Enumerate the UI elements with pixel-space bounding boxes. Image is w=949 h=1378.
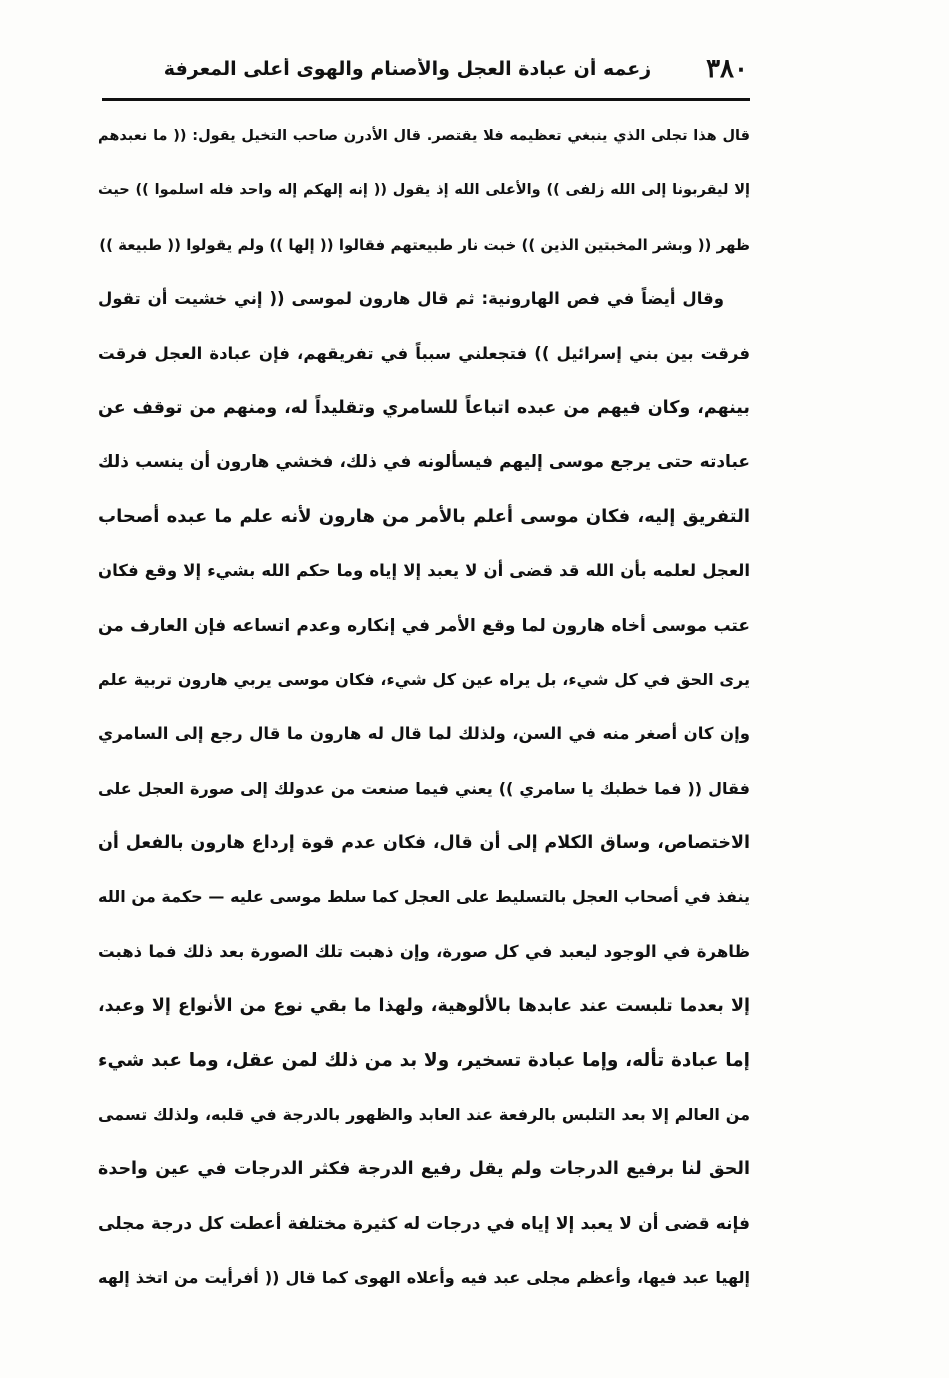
text-line: ظاهرة في الوجود ليعبد في كل صورة، وإن ذهبت تلك الصورة بعد ذلك فما ذهبت: [98, 941, 750, 961]
text-line: قال هذا تجلى الذي ينبغي تعظيمه فلا يقتصر. قال الأدرن صاحب التخيل يقول: (( ما نعبدهم: [98, 128, 750, 144]
text-line: ينفذ في أصحاب العجل بالتسليط على العجل كما سلط موسى عليه — حكمة من الله: [98, 887, 750, 907]
text-line: إلا بعدما تلبست عند عابدها بالألوهية، ولهذا ما بقي نوع من الأنواع إلا وعبد،: [98, 996, 750, 1017]
text-line: إلا ليقربونا إلى الله زلفى )) والأعلى الله إذ يقول (( إنه إلهكم إله واحد فله اسلموا )) حيث: [98, 182, 750, 199]
text-line: وقال أيضاً في فص الهارونية: ثم قال هارون لموسى (( إني خشيت أن تقول: [98, 289, 724, 309]
text-line: التفريق إليه، فكان موسى أعلم بالأمر من هارون لأنه علم ما عبده أصحاب: [98, 505, 750, 527]
text-line: من العالم إلا بعد التلبس بالرفعة عند العابد والظهور بالدرجة في قلبه، ولذلك تسمى: [98, 1105, 750, 1125]
text-line: العجل لعلمه بأن الله قد قضى أن لا يعبد إلا إياه وما حكم الله بشيء إلا وقع فكان: [98, 561, 750, 581]
text-line: إلهيا عبد فيها، وأعظم مجلى عبد فيه وأعلاه الهوى كما قال (( أفرأيت من اتخذ إلهه: [98, 1268, 750, 1288]
running-header: [100, 52, 750, 92]
text-line: فقال (( فما خطبك يا سامري )) يعني فيما صنعت من عدولك إلى صورة العجل على: [98, 778, 750, 798]
text-line: إما عبادة تأله، وإما عبادة تسخير، ولا بد من ذلك لمن عقل، وما عبد شيء: [98, 1049, 750, 1071]
text-line: ظهر (( وبشر المخبتين الذين )) خبت نار طبيعتهم فقالوا (( إلها )) ولم يقولوا (( طبيعة )): [99, 235, 750, 254]
header-rule: [102, 98, 750, 101]
body-text: [98, 116, 750, 1313]
text-line: فرقت بين بني إسرائيل )) فتجعلني سبباً في تفريقهم، فإن عبادة العجل فرقت: [98, 343, 750, 363]
running-header-title: زعمه أن عبادة العجل والأصنام والهوى أعلى المعرفة: [163, 58, 652, 80]
text-line: وإن كان أصغر منه في السن، ولذلك لما قال له هارون ما قال رجع إلى السامري: [98, 724, 750, 744]
text-line: الاختصاص، وساق الكلام إلى أن قال، فكان عدم قوة إرداع هارون بالفعل أن: [98, 833, 750, 854]
text-line: يرى الحق في كل شيء، بل يراه عين كل شيء، فكان موسى يربي هارون تربية علم: [98, 669, 750, 689]
text-line: الحق لنا برفيع الدرجات ولم يقل رفيع الدرجة فكثر الدرجات في عين واحدة: [98, 1159, 750, 1180]
text-line: عتب موسى أخاه هارون لما وقع الأمر في إنكاره وعدم اتساعه فإن العارف من: [98, 615, 750, 636]
text-line: عبادته حتى يرجع موسى إليهم فيسألونه في ذلك، فخشي هارون أن ينسب ذلك: [98, 452, 750, 473]
page-number: ٣٨٠: [706, 54, 748, 84]
text-line: بينهم، وكان فيهم من عبده اتباعاً للسامري وتقليداً له، ومنهم من توقف عن: [98, 397, 750, 418]
text-line: فإنه قضى أن لا يعبد إلا إياه في درجات له كثيرة مختلفة أعطت كل درجة مجلى: [98, 1213, 750, 1234]
